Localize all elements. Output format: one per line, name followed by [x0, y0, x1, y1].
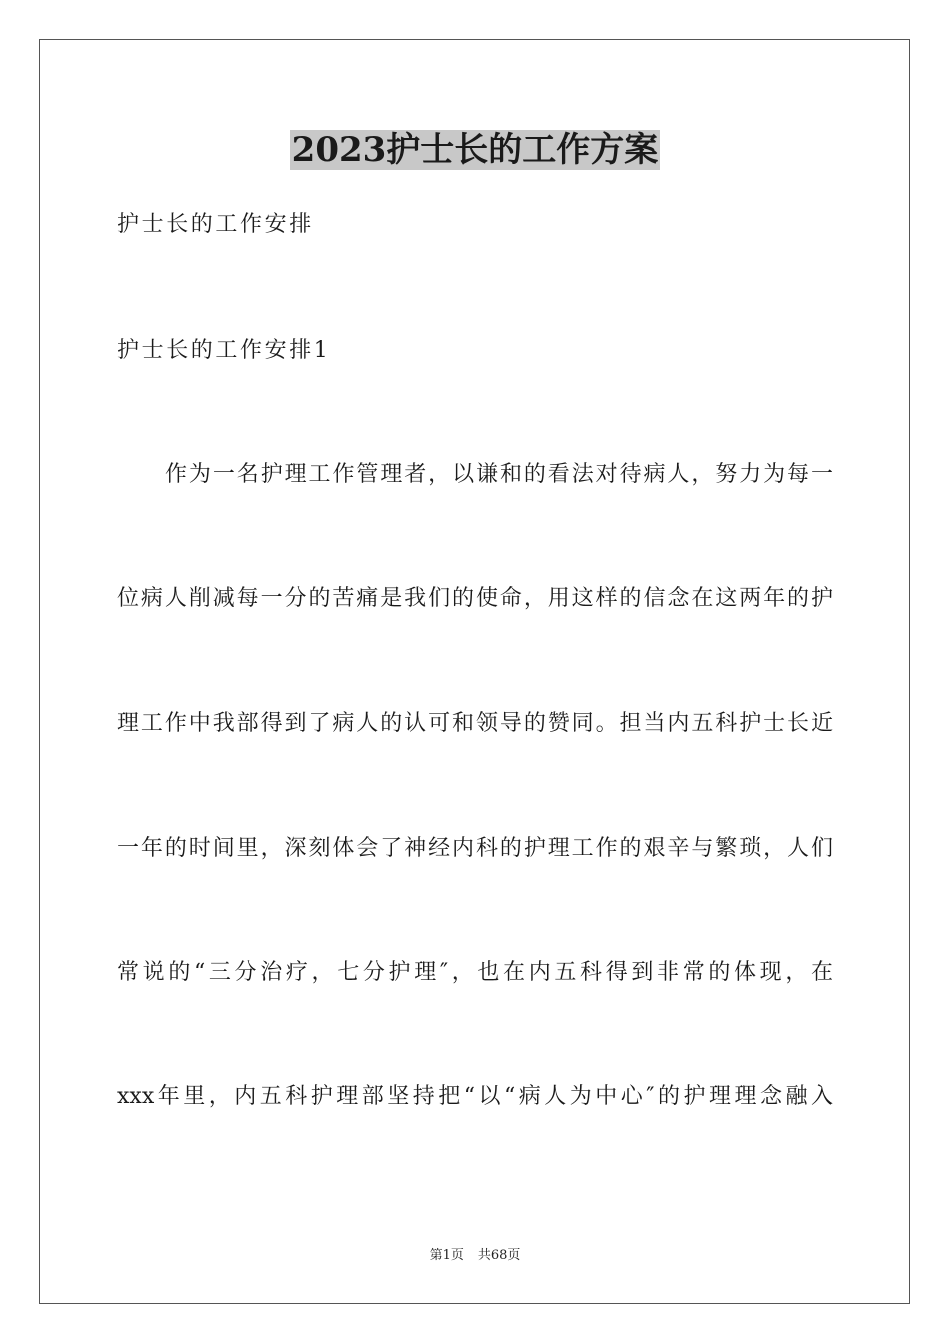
section-heading: 护士长的工作安排1	[117, 338, 331, 363]
page-footer	[0, 1247, 950, 1265]
document-title-text: 2023护士长的工作方案	[291, 130, 659, 170]
body-line: xxx年里，内五科护理部坚持把“以“病人为中心″的护理理念融入	[117, 1084, 833, 1109]
body-line: 常说的“三分治疗，七分护理″，也在内五科得到非常的体现，在	[117, 960, 833, 985]
document-title	[0, 128, 950, 172]
body-line: 一年的时间里，深刻体会了神经内科的护理工作的艰辛与繁琐，人们	[117, 836, 833, 861]
subheading: 护士长的工作安排	[117, 212, 314, 237]
body-line: 理工作中我部得到了病人的认可和领导的赞同。担当内五科护士长近	[117, 711, 833, 736]
page-total: 共68页	[477, 1248, 521, 1263]
body-line: 位病人削减每一分的苦痛是我们的使命，用这样的信念在这两年的护	[117, 586, 833, 611]
page-number: 第1页	[429, 1248, 464, 1263]
body-line: 作为一名护理工作管理者，以谦和的看法对待病人，努力为每一	[165, 462, 833, 487]
